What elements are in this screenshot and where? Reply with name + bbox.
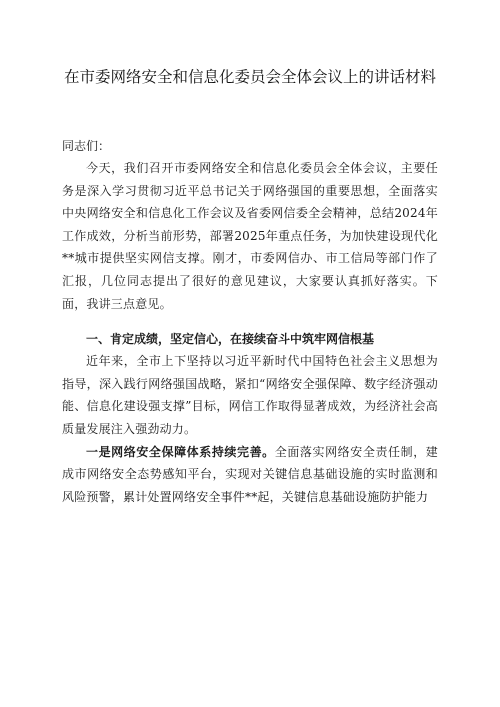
section-heading: 一、肯定成绩，坚定信心，在接续奋斗中筑牢网信根基 <box>86 332 375 347</box>
body-paragraph: 今天，我们召开市委网络安全和信息化委员会全体会议，主要任务是深入学习贯彻习近平总书记关于网络强国的重要思想，全面落实中央网络安全和信息化工作会议及省委网信委全会精神，总结2024年工作成效，分析当前形势，部署2025年重点任务，为加快建设现代化**城市提供坚实网信支撑。刚才，市委网信办、市工信局等部门作了汇报，几位同志提出了很好的意见建议，大家要认真抓好落实。下面，我讲三点意见。 <box>62 161 438 311</box>
body-paragraph: 近年来，全市上下坚持以习近平新时代中国特色社会主义思想为指导，深入践行网络强国战略，紧扣“网络安全强保障、数字经济强动能、信息化建设强支撑”目标，网信工作取得显著成效，为经济社会高质量发展注入强劲动力。 <box>62 354 438 436</box>
paragraph-lead-text: 一是网络安全保障体系持续完善。 <box>86 444 275 459</box>
salutation: 同志们： <box>62 139 111 153</box>
body-paragraph <box>62 441 438 509</box>
document-title: 在市委网络安全和信息化委员会全体会议上的讲话材料 <box>63 68 436 86</box>
paragraph-text: 全面落实网络安全责任制，建成市网络安全态势感知平台，实现对关键信息基础设施的实时监测和风险预警，累计处置网络安全事件**起，关键信息基础设施防护能力 <box>62 444 438 504</box>
